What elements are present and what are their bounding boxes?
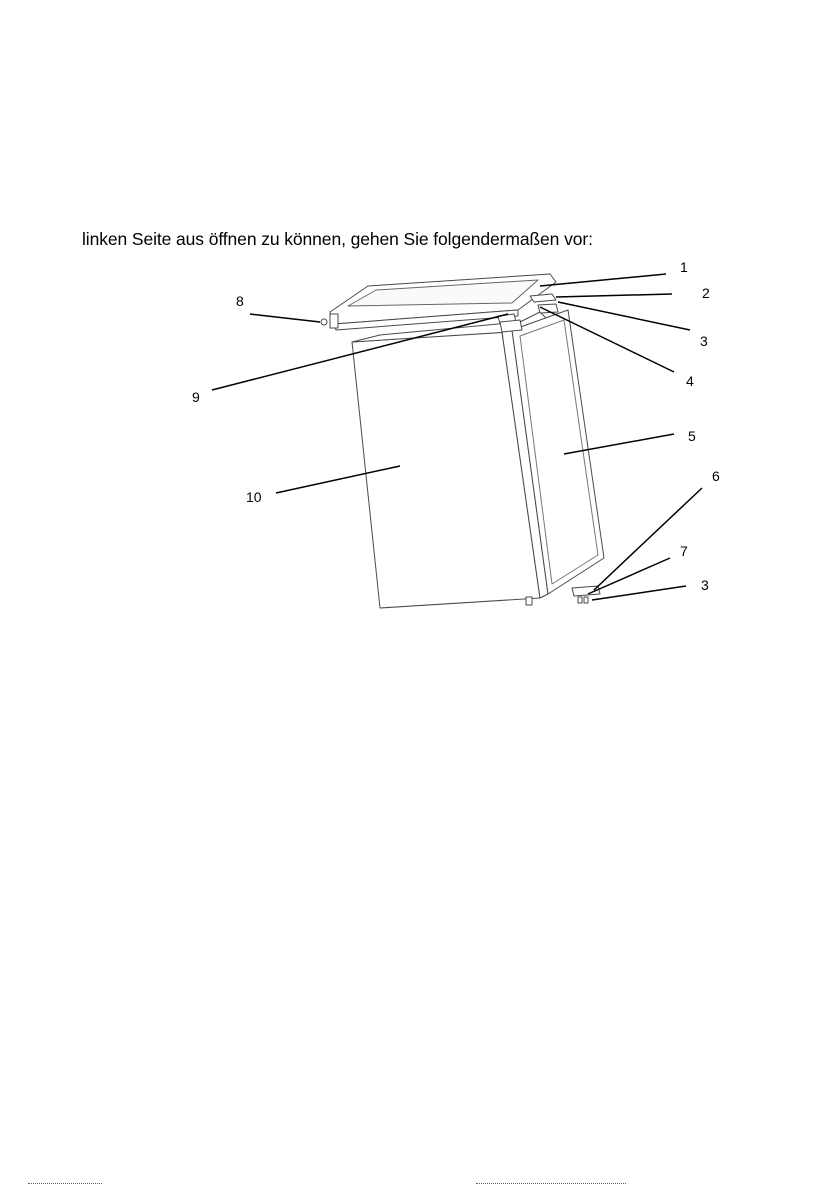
leader-line-2 (556, 294, 672, 297)
frame-end-cap (330, 314, 338, 328)
callout-3b: 3 (701, 577, 709, 593)
footer-rule-right (476, 1183, 626, 1184)
callout-9: 9 (192, 389, 200, 405)
cabinet-foot (526, 597, 532, 605)
footer-rule-left (28, 1183, 102, 1184)
leader-line-7 (588, 558, 670, 594)
hinge-bracket-top (530, 294, 556, 302)
callout-7: 7 (680, 543, 688, 559)
callout-2: 2 (702, 285, 710, 301)
callout-1: 1 (680, 259, 688, 275)
callout-10: 10 (246, 489, 262, 505)
screw-cap (321, 319, 327, 325)
callout-6: 6 (712, 468, 720, 484)
callout-5: 5 (688, 428, 696, 444)
leader-line-8 (250, 314, 320, 322)
leader-line-3b (592, 586, 686, 600)
leader-line-1 (540, 274, 666, 286)
callout-4: 4 (686, 373, 694, 389)
instruction-text: linken Seite aus öffnen zu können, gehen Sie folgendermaßen vor: (82, 229, 593, 249)
callout-8: 8 (236, 293, 244, 309)
leader-line-6 (594, 488, 702, 590)
callout-3: 3 (700, 333, 708, 349)
